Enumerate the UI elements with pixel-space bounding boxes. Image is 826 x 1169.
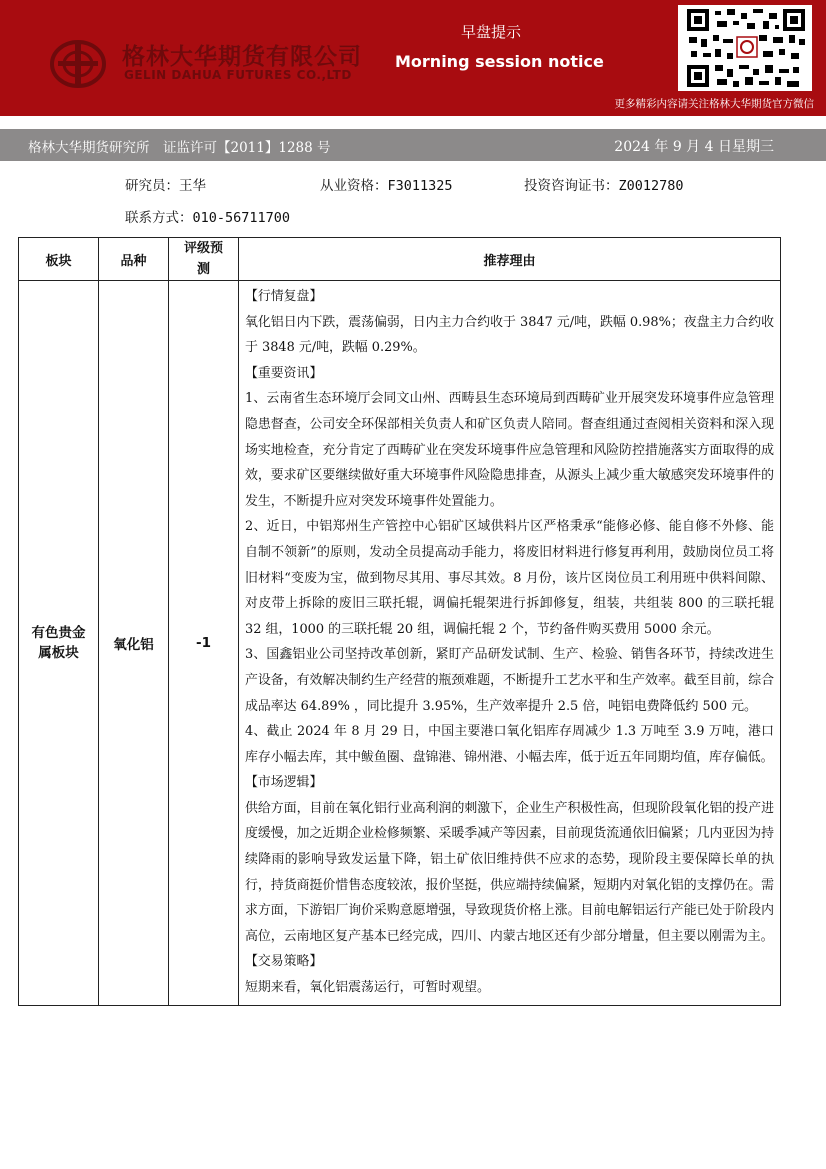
- reason-paragraph: 氧化铝日内下跌，震荡偏弱，日内主力合约收于 3847 元/吨，跌幅 0.98%；夜盘主力合约收于 3848 元/吨，跌幅 0.29%。: [245, 314, 774, 356]
- reason-heading-strategy: 【交易策略】: [245, 954, 323, 970]
- cell-variety: 氧化铝: [99, 281, 169, 1006]
- reason-paragraph: 短期来看，氧化铝震荡运行，可暂时观望。: [245, 980, 490, 996]
- header-variety: 品种: [99, 238, 169, 281]
- researcher-contact: 联系方式：010-56711700: [125, 210, 291, 226]
- company-logo-icon: [50, 40, 106, 88]
- notice-title-en: Morning session notice: [395, 52, 604, 71]
- report-date: 2024 年 9 月 4 日星期三: [614, 139, 774, 155]
- table-row: [19, 281, 781, 1006]
- info-bar: [0, 129, 826, 161]
- researcher-advisory-cert: 投资咨询证书：Z0012780: [524, 178, 684, 194]
- wechat-follow-note: 更多精彩内容请关注格林大华期货官方微信: [614, 98, 814, 110]
- qr-code-icon: [687, 9, 805, 87]
- header-banner: [0, 0, 826, 116]
- header-sector: 板块: [19, 238, 99, 281]
- wechat-qr-code: [678, 5, 812, 91]
- recommendation-table: [18, 237, 781, 1006]
- institute-license: 格林大华期货研究所 证监许可【2011】1288 号: [28, 140, 331, 156]
- reason-paragraph: 4、截止 2024 年 8 月 29 日，中国主要港口氧化铝库存周减少 1.3 万吨至 3.9 万吨，港口库存小幅去库，其中鲅鱼圈、盘锦港、锦州港、小幅去库，低于近五年同期均值，库存偏低。: [245, 724, 774, 765]
- cell-sector: 有色贵金属板块: [19, 281, 99, 1006]
- notice-title-cn: 早盘提示: [461, 23, 522, 41]
- cell-rating: -1: [169, 281, 239, 1006]
- reason-paragraph: 2、近日，中铝郑州生产管控中心铝矿区域供料片区严格秉承“能修必修、能自修不外修、能自制不领新”的原则，发动全员提高动手能力，将废旧材料进行修复再利用，鼓励岗位员工将旧材料“变废为宝，做到物尽其用、事尽其效。8 月份，该片区岗位员工利用班中供料间隙、对皮带上拆除的废旧三联托辊，调偏托辊架进行拆卸修复，组装，共组装 800 的三联托辊 32 组，1000 的三联托辊 20 组，调偏托辊 2 个，节约备件购买费用 5000 余元。: [245, 519, 774, 637]
- cell-reason: [239, 281, 781, 1006]
- researcher-qualification: 从业资格：F3011325: [320, 178, 453, 194]
- researcher-name: 研究员：王华: [125, 178, 206, 194]
- reason-paragraph: 供给方面，目前在氧化铝行业高利润的刺激下，企业生产积极性高，但现阶段氧化铝的投产进度缓慢，加之近期企业检修频繁、采暖季减产等因素，目前现货流通依旧偏紧；几内亚因为持续降雨的影响导致发运量下降，铝土矿依旧维持供不应求的态势，现阶段主要保障长单的执行，持货商挺价惜售态度较浓，报价坚挺，供应端持续偏紧，短期内对氧化铝的支撑仍在。需求方面，下游铝厂询价采购意愿增强，导致现货价格上涨。目前电解铝运行产能已处于阶段内高位，云南地区复产基本已经完成，四川、内蒙古地区还有少部分增量，但主要以刚需为主。: [245, 800, 774, 944]
- header-rating: 评级预测: [169, 238, 239, 281]
- reason-heading-review: 【行情复盘】: [245, 289, 323, 304]
- brand-name-cn: 格林大华期货有限公司: [122, 44, 362, 70]
- header-reason: 推荐理由: [239, 238, 781, 281]
- table-header-row: [19, 238, 781, 281]
- reason-heading-logic: 【市场逻辑】: [245, 775, 323, 791]
- brand-name-en: GELIN DAHUA FUTURES CO.,LTD: [124, 68, 352, 82]
- reason-heading-news: 【重要资讯】: [245, 365, 323, 381]
- reason-paragraph: 3、国鑫铝业公司坚持改革创新，紧盯产品研发试制、生产、检验、销售各环节，持续改进生产设备，有效解决制约生产经营的瓶颈难题，不断提升工艺水平和生产效率。截至目前，综合成品率达 64.89% ，同比提升 3.95%，生产效率提升 2.5 倍，吨铝电费降低约 500 元。: [245, 647, 774, 714]
- reason-paragraph: 1、云南省生态环境厅会同文山州、西畴县生态环境局到西畴矿业开展突发环境事件应急管理隐患督查，公司安全环保部相关负责人和矿区负责人陪同。督查组通过查阅相关资料和深入现场实地检查，充分肯定了西畴矿业在突发环境事件应急管理和风险防控措施落实方面取得的成效，要求矿区要继续做好重大环境事件风险隐患排查，从源头上减少重大敏感突发环境事件的发生，不断提升应对突发环境事件处置能力。: [245, 391, 774, 509]
